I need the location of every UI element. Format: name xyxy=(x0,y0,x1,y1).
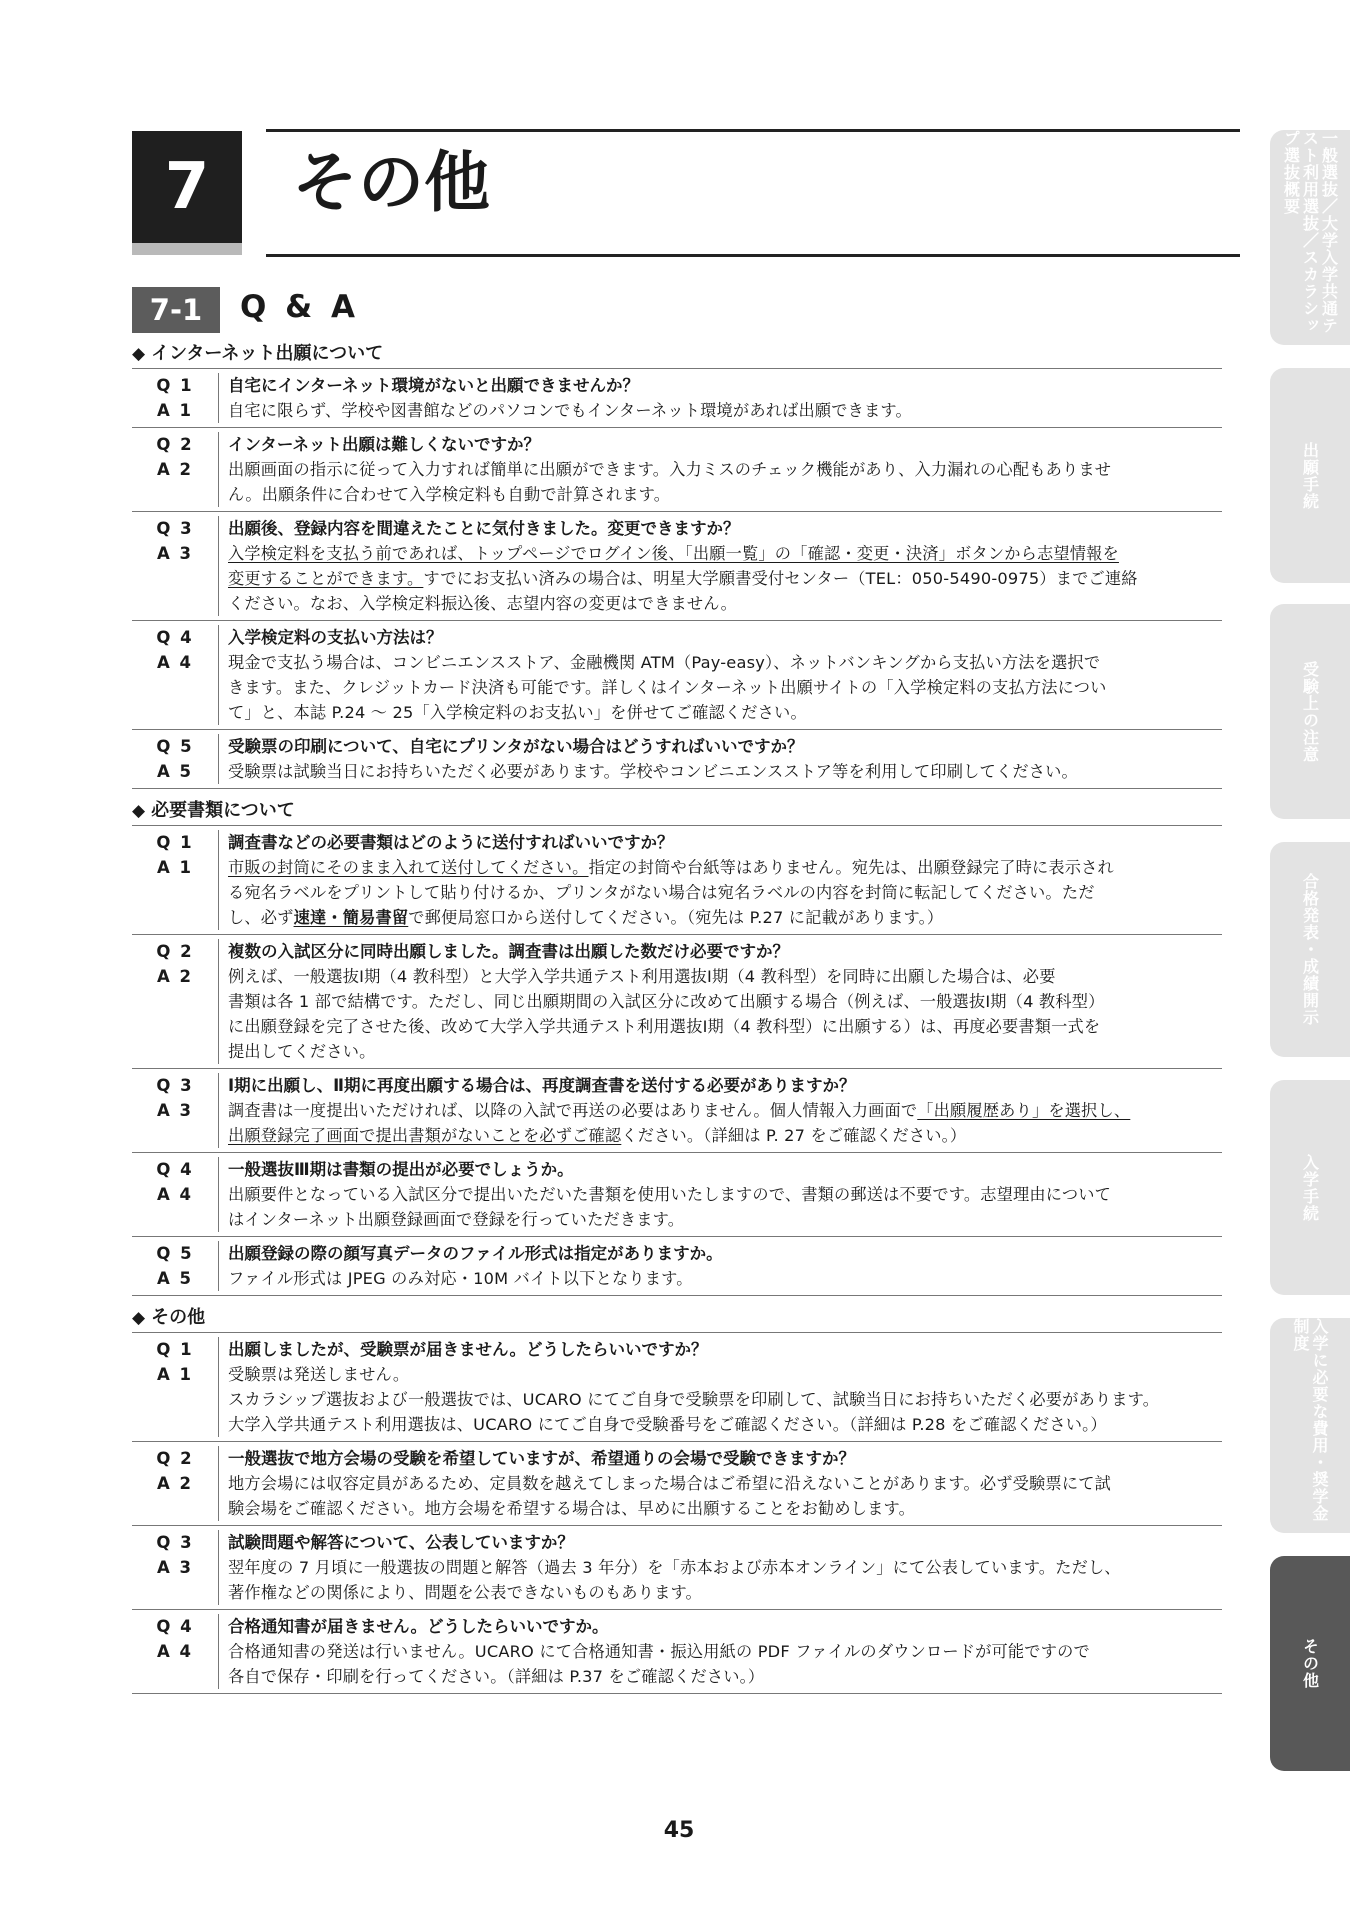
section-title: Q & A xyxy=(240,289,359,325)
qa-labels xyxy=(132,625,218,725)
qa-item xyxy=(132,428,1222,512)
qa-item xyxy=(132,1526,1222,1610)
qa-labels xyxy=(132,373,218,423)
answer-line: 出願登録完了画面で提出書類がないことを必ずご確認ください。（詳細は P. 27 をご確認ください。） xyxy=(228,1126,967,1145)
question-label: Q 5 xyxy=(156,1244,194,1263)
answer-text xyxy=(228,1639,1222,1689)
question-label: Q 3 xyxy=(156,519,194,538)
answer-line: 大学入学共通テスト利用選抜は、UCARO にてご自身で受験番号をご確認ください。（詳細は P.28 をご確認ください。） xyxy=(228,1415,1107,1434)
question-label: Q 2 xyxy=(156,1449,194,1468)
qa-item xyxy=(132,1069,1222,1153)
qa-labels xyxy=(132,1337,218,1437)
section-number: 7-1 xyxy=(149,293,203,327)
answer-text xyxy=(228,1098,1222,1148)
answer-label: A 4 xyxy=(157,1185,193,1204)
answer-line: 提出してください。 xyxy=(228,1042,376,1061)
side-tab[interactable] xyxy=(1270,130,1350,345)
question-label: Q 2 xyxy=(156,435,194,454)
qa-item xyxy=(132,730,1222,789)
side-tab-label: 入学手続 xyxy=(1300,1153,1320,1222)
qa-item xyxy=(132,1153,1222,1237)
question-text: 一般選抜で地方会場の受験を希望していますが、希望通りの会場で受験できますか？ xyxy=(228,1449,855,1468)
question-text: 自宅にインターネット環境がないと出願できませんか？ xyxy=(228,376,640,395)
answer-line: 合格通知書の発送は行いません。UCARO にて合格通知書・振込用紙の PDF ファイルのダウンロードが可能ですので xyxy=(228,1642,1090,1661)
answer-text xyxy=(228,398,1222,423)
answer-text xyxy=(228,457,1222,507)
question-text: 出願登録の際の顔写真データのファイル形式は指定がありますか。 xyxy=(228,1244,723,1263)
question-text: 試験問題や解答について、公表していますか？ xyxy=(228,1533,574,1552)
qa-body xyxy=(218,373,1222,423)
side-tab-label: 出願手続 xyxy=(1300,441,1320,510)
qa-labels xyxy=(132,1157,218,1232)
qa-labels xyxy=(132,1073,218,1148)
qa-body xyxy=(218,625,1222,725)
question-text: 調査書などの必要書類はどのように送付すればいいですか？ xyxy=(228,833,674,852)
question-label: Q 4 xyxy=(156,628,194,647)
answer-line: はインターネット出願登録画面で登録を行っていただきます。 xyxy=(228,1210,685,1229)
answer-label: A 3 xyxy=(157,1101,193,1120)
chapter-rule-bottom xyxy=(266,254,1240,257)
qa-body xyxy=(218,939,1222,1064)
question-text: Ⅰ期に出願し、Ⅱ期に再度出願する場合は、再度調査書を送付する必要がありますか？ xyxy=(228,1076,856,1095)
qa-item xyxy=(132,512,1222,621)
qa-item xyxy=(132,369,1222,428)
answer-line: し、必ず速達・簡易書留で郵便局窓口から送付してください。（宛先は P.27 に記載があります。） xyxy=(228,908,944,927)
question-text: 入学検定料の支払い方法は？ xyxy=(228,628,443,647)
question-text: 一般選抜Ⅲ期は書類の提出が必要でしょうか。 xyxy=(228,1160,574,1179)
question-text: 出願しましたが、受験票が届きません。どうしたらいいですか？ xyxy=(228,1340,708,1359)
qa-body xyxy=(218,1614,1222,1689)
question-text: 合格通知書が届きません。どうしたらいいですか。 xyxy=(228,1617,609,1636)
answer-line: 自宅に限らず、学校や図書館などのパソコンでもインターネット環境があれば出願できます。 xyxy=(228,401,912,420)
answer-line: 各自で保存・印刷を行ってください。（詳細は P.37 をご確認ください。） xyxy=(228,1667,765,1686)
answer-line: に出願登録を完了させた後、改めて大学入学共通テスト利用選抜Ⅰ期（4 教科型）に出願する）は、再度必要書類一式を xyxy=(228,1017,1101,1036)
qa-item xyxy=(132,826,1222,935)
question-label: Q 5 xyxy=(156,737,194,756)
section-number-box xyxy=(132,287,220,333)
group-heading-text: インターネット出願について xyxy=(151,343,384,364)
chapter-number: 7 xyxy=(164,150,210,224)
answer-text xyxy=(228,1266,1222,1291)
answer-line: 調査書は一度提出いただければ、以降の入試で再送の必要はありません。個人情報入力画面で「出願履歴あり」を選択し、 xyxy=(228,1101,1131,1120)
answer-text xyxy=(228,1182,1222,1232)
answer-line: 入学検定料を支払う前であれば、トップページでログイン後、「出願一覧」の「確認・変更・決済」ボタンから志望情報を xyxy=(228,544,1119,563)
qa-item xyxy=(132,1442,1222,1526)
question-label: Q 3 xyxy=(156,1533,194,1552)
qa-labels xyxy=(132,1614,218,1689)
side-tab-label: 受験上の注意 xyxy=(1300,660,1320,763)
chapter-rule-top xyxy=(266,129,1240,132)
answer-line: スカラシップ選抜および一般選抜では、UCARO にてご自身で受験票を印刷して、試験当日にお持ちいただく必要があります。 xyxy=(228,1390,1160,1409)
answer-label: A 1 xyxy=(157,1365,193,1384)
answer-text xyxy=(228,650,1222,725)
answer-text xyxy=(228,964,1222,1064)
question-text: インターネット出願は難しくないですか？ xyxy=(228,435,541,454)
qa-body xyxy=(218,1446,1222,1521)
diamond-bullet-icon: ◆ xyxy=(132,1308,146,1328)
diamond-bullet-icon: ◆ xyxy=(132,801,146,821)
answer-line: ファイル形式は JPEG のみ対応・10M バイト以下となります。 xyxy=(228,1269,693,1288)
group-heading-text: 必要書類について xyxy=(151,800,295,821)
answer-text xyxy=(228,541,1222,616)
question-label: Q 2 xyxy=(156,942,194,961)
qa-body xyxy=(218,734,1222,784)
answer-line: る宛名ラベルをプリントして貼り付けるか、プリンタがない場合は宛名ラベルの内容を封筒に転記してください。ただ xyxy=(228,883,1095,902)
qa-item xyxy=(132,621,1222,730)
answer-line: 著作権などの関係により、問題を公表できないものもあります。 xyxy=(228,1583,702,1602)
answer-line: 市販の封筒にそのまま入れて送付してください。指定の封筒や台紙等はありません。宛先は、出願登録完了時に表示され xyxy=(228,858,1114,877)
group-heading xyxy=(132,340,1222,369)
answer-line: 翌年度の 7 月頃に一般選抜の問題と解答（過去 3 年分）を「赤本および赤本オンライン」にて公表しています。ただし、 xyxy=(228,1558,1121,1577)
question-text: 受験票の印刷について、自宅にプリンタがない場合はどうすればいいですか？ xyxy=(228,737,804,756)
chapter-number-box xyxy=(132,131,242,243)
answer-label: A 1 xyxy=(157,401,193,420)
answer-line: 受験票は試験当日にお持ちいただく必要があります。学校やコンビニエンスストア等を利用して印刷してください。 xyxy=(228,762,1078,781)
answer-text xyxy=(228,1362,1222,1437)
answer-line: 現金で支払う場合は、コンビニエンスストア、金融機関 ATM（Pay-easy）、ネットバンキングから支払い方法を選択で xyxy=(228,653,1101,672)
qa-content xyxy=(132,340,1222,1694)
qa-body xyxy=(218,432,1222,507)
side-tab[interactable] xyxy=(1270,604,1350,819)
side-tab-label: 合格発表・成績開示 xyxy=(1300,873,1320,1026)
group-heading xyxy=(132,1304,1222,1333)
question-label: Q 4 xyxy=(156,1160,194,1179)
answer-line: 例えば、一般選抜Ⅰ期（4 教科型）と大学入学共通テスト利用選抜Ⅰ期（4 教科型）を同時に出願した場合は、必要 xyxy=(228,967,1056,986)
answer-label: A 4 xyxy=(157,653,193,672)
chapter-box-shadow xyxy=(132,243,242,255)
answer-line: 書類は各 1 部で結構です。ただし、同じ出願期間の入試区分に改めて出願する場合（例えば、一般選抜Ⅰ期（4 教科型） xyxy=(228,992,1105,1011)
side-tab-label: その他 xyxy=(1300,1638,1320,1689)
answer-label: A 3 xyxy=(157,544,193,563)
answer-line: ください。なお、入学検定料振込後、志望内容の変更はできません。 xyxy=(228,594,737,613)
qa-body xyxy=(218,1157,1222,1232)
qa-labels xyxy=(132,1530,218,1605)
answer-label: A 3 xyxy=(157,1558,193,1577)
answer-line: 出願画面の指示に従って入力すれば簡単に出願ができます。入力ミスのチェック機能があり、入力漏れの心配もありませ xyxy=(228,460,1112,479)
answer-line: 変更することができます。すでにお支払い済みの場合は、明星大学願書受付センター（TEL：050-5490-0975）までご連絡 xyxy=(228,569,1138,588)
question-label: Q 1 xyxy=(156,833,194,852)
qa-labels xyxy=(132,830,218,930)
question-label: Q 1 xyxy=(156,376,194,395)
answer-text xyxy=(228,1555,1222,1605)
qa-body xyxy=(218,830,1222,930)
qa-labels xyxy=(132,516,218,616)
qa-item xyxy=(132,935,1222,1069)
side-tab[interactable] xyxy=(1270,1318,1350,1533)
group-heading-text: その他 xyxy=(151,1307,206,1328)
qa-item xyxy=(132,1237,1222,1296)
side-tab-label: 一般選抜／大学入学共通テスト利用選抜／スカラシップ選抜概要 xyxy=(1281,130,1339,334)
question-text: 複数の入試区分に同時出願しました。調査書は出願した数だけ必要ですか？ xyxy=(228,942,789,961)
question-label: Q 3 xyxy=(156,1076,194,1095)
answer-line: 出願要件となっている入試区分で提出いただいた書類を使用いたしますので、書類の郵送は不要です。志望理由について xyxy=(228,1185,1111,1204)
qa-body xyxy=(218,1530,1222,1605)
answer-label: A 2 xyxy=(157,967,193,986)
answer-line: きます。また、クレジットカード決済も可能です。詳しくはインターネット出願サイトの「入学検定料の支払方法につい xyxy=(228,678,1107,697)
qa-body xyxy=(218,1241,1222,1291)
answer-label: A 1 xyxy=(157,858,193,877)
qa-body xyxy=(218,1073,1222,1148)
side-tab-label: 入学に必要な費用・奨学金制度 xyxy=(1291,1318,1329,1522)
qa-labels xyxy=(132,1446,218,1521)
answer-label: A 2 xyxy=(157,460,193,479)
page-number: 45 xyxy=(663,1818,695,1843)
qa-labels xyxy=(132,1241,218,1291)
answer-label: A 5 xyxy=(157,1269,193,1288)
answer-line: 受験票は発送しません。 xyxy=(228,1365,410,1384)
answer-label: A 5 xyxy=(157,762,193,781)
chapter-title: その他 xyxy=(292,144,490,221)
group-heading xyxy=(132,797,1222,826)
question-label: Q 4 xyxy=(156,1617,194,1636)
qa-item xyxy=(132,1610,1222,1694)
qa-labels xyxy=(132,939,218,1064)
side-tab[interactable] xyxy=(1270,368,1350,583)
answer-line: ん。出願条件に合わせて入学検定料も自動で計算されます。 xyxy=(228,485,671,504)
answer-label: A 2 xyxy=(157,1474,193,1493)
side-tab[interactable] xyxy=(1270,1556,1350,1771)
question-label: Q 1 xyxy=(156,1340,194,1359)
answer-line: 地方会場には収容定員があるため、定員数を越えてしまった場合はご希望に沿えないことがあります。必ず受験票にて試 xyxy=(228,1474,1111,1493)
side-tab[interactable] xyxy=(1270,1080,1350,1295)
diamond-bullet-icon: ◆ xyxy=(132,344,146,364)
answer-text xyxy=(228,1471,1222,1521)
qa-labels xyxy=(132,432,218,507)
qa-labels xyxy=(132,734,218,784)
answer-text xyxy=(228,759,1222,784)
answer-label: A 4 xyxy=(157,1642,193,1661)
answer-line: 験会場をご確認ください。地方会場を希望する場合は、早めに出願することをお勧めします。 xyxy=(228,1499,915,1518)
answer-text xyxy=(228,855,1222,930)
qa-item xyxy=(132,1333,1222,1442)
qa-body xyxy=(218,516,1222,616)
question-text: 出願後、登録内容を間違えたことに気付きました。変更できますか？ xyxy=(228,519,740,538)
side-tab[interactable] xyxy=(1270,842,1350,1057)
answer-line: て」と、本誌 P.24 ～ 25「入学検定料のお支払い」を併せてご確認ください。 xyxy=(228,703,807,722)
qa-body xyxy=(218,1337,1222,1437)
